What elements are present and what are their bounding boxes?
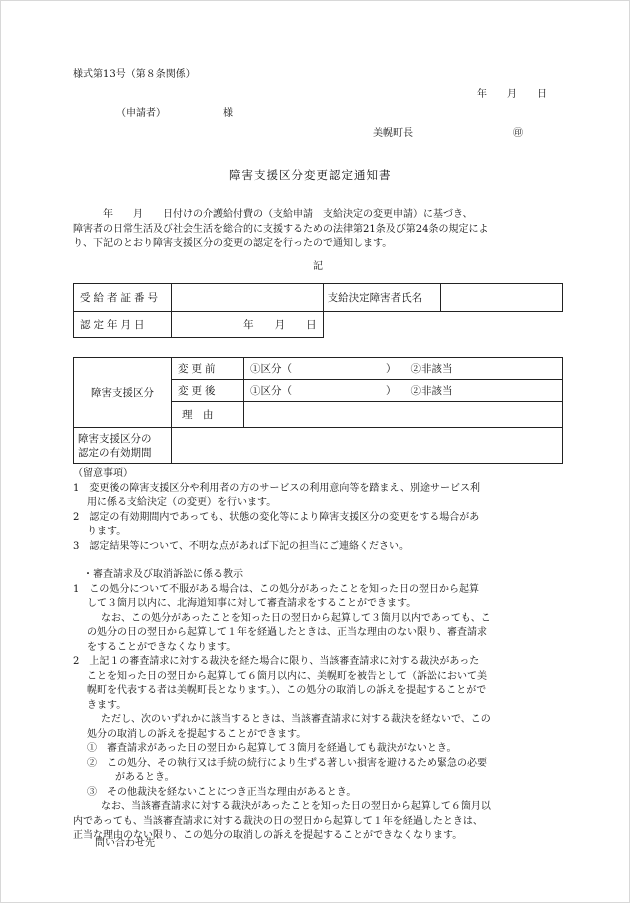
before-label: 変更前 <box>172 358 244 380</box>
appeal-line: をすることができなくなります。 <box>87 641 237 653</box>
appeal-line: して３箇月以内に、北海道知事に対して審査請求をすることができます。 <box>87 598 417 609</box>
form-number: 様式第13号（第８条関係） <box>73 69 196 80</box>
appeal-line: 2 上記１の審査請求に対する裁決を経た場合に限り、当該審査請求に対する裁決があった <box>73 656 480 667</box>
note-line: ります。 <box>87 526 127 537</box>
appeal-line: きます。 <box>87 699 127 711</box>
appeal-heading: ・審査請求及び取消訴訟に係る教示 <box>83 569 243 580</box>
validity-label <box>74 428 172 464</box>
option-na: ②非該当 <box>410 385 453 397</box>
validity-label-line: 障害支援区分の <box>78 432 152 445</box>
option-na: ②非該当 <box>410 363 453 375</box>
option-kubun: ①区分（ <box>250 363 292 375</box>
seal-mark: ㊞ <box>513 128 523 139</box>
appeal-line: ① 審査請求があった日の翌日から起算して３箇月を経過しても裁決がないとき。 <box>87 743 457 754</box>
appeal-line: の処分の日の翌日から起算して１年を経過したときは、正当な理由のない限り、審査請求 <box>87 627 487 638</box>
appeal-line: ただし、次のいずれかに該当するときは、当該審査請求に対する裁決を経ないで、この <box>101 714 491 725</box>
appeal-line: があるとき。 <box>115 772 175 783</box>
appeal-line: 1 この処分について不服がある場合は、この処分があったことを知った日の翌日から起算 <box>73 583 480 595</box>
note-line: 3 認定結果等について、不明な点があれば下記の担当にご連絡ください。 <box>73 540 409 552</box>
note-line: 用に係る支給決定（の変更）を行います。 <box>87 497 277 508</box>
appeal-line: 幌町を代表する者は美幌町長となります。）、この処分の取消しの訴えを提起することがで <box>87 685 487 696</box>
notes-section <box>73 467 573 554</box>
appeal-line: ② この処分、その執行又は手続の続行により生ずる著しい損害を避けるため緊急の必要 <box>87 757 487 769</box>
date-line: 年 月 日 <box>477 89 547 100</box>
recipient-table <box>73 283 563 338</box>
validity-label-line: 認定の有効期間 <box>78 446 152 459</box>
note-line: 1 変更後の障害支援区分や利用者の方のサービスの利用意向等を踏まえ、別途サービス利 <box>73 482 480 494</box>
mayor-label: 美幌町長 <box>373 128 413 139</box>
appeal-line: 正当な理由のない限り、この処分の取消しの訴えを提起することができなくなります。 <box>73 830 463 841</box>
appeal-section <box>73 568 573 844</box>
sama-label: 様 <box>223 108 233 119</box>
appeal-line: ことを知った日の翌日から起算して６箇月以内に、美幌町を被告として（訴訟において美 <box>87 670 487 682</box>
category-table <box>73 357 563 464</box>
page-title: 障害支援区分変更認定通知書 <box>229 168 392 182</box>
notes-heading: （留意事項） <box>73 468 133 479</box>
intro-line: 年 月 日付けの介護給付費の（支給申請 支給決定の変更申請）に基づき、 <box>73 209 473 220</box>
applicant-label: （申請者） <box>116 108 166 119</box>
note-line: 2 認定の有効期間内であっても、状態の変化等により障害支援区分の変更をする場合があ <box>73 511 480 523</box>
recipient-no-label: 受給者証番号 <box>74 284 172 312</box>
recipient-no-cells <box>171 284 323 312</box>
intro-paragraph <box>73 208 573 252</box>
after-label: 変更後 <box>172 380 244 402</box>
after-options <box>244 380 563 402</box>
appeal-line: 処分の取消しの訴えを提起することができます。 <box>87 728 307 740</box>
appeal-line: なお、当該審査請求に対する裁決があったことを知った日の翌日から起算して６箇月以 <box>101 801 491 812</box>
reason-label: 理 由 <box>172 402 244 428</box>
validity-value <box>172 428 563 464</box>
option-kubun: ①区分（ <box>250 385 292 397</box>
appeal-line: なお、この処分があったことを知った日の翌日から起算して３箇月以内であっても、こ <box>101 612 491 624</box>
category-label: 障害支援区分 <box>74 358 172 428</box>
decided-name-label: 支給決定障害者氏名 <box>323 284 441 312</box>
appeal-line: 内であっても、当該審査請求に対する裁決の日の翌日から起算して１年を経過したときは、 <box>73 815 483 827</box>
intro-line: り、下記のとおり障害支援区分の変更の認定を行ったので通知します。 <box>73 238 393 249</box>
before-options <box>244 358 563 380</box>
intro-line: 障害者の日常生活及び社会生活を総合的に支援するための法律第21条及び第24条の規定によ <box>73 223 489 235</box>
cert-date-value: 年 月 日 <box>171 312 323 338</box>
cert-date-label: 認定年月日 <box>74 312 172 338</box>
option-close: ） <box>386 363 397 375</box>
option-close: ） <box>386 385 397 397</box>
ki-label: 記 <box>313 261 323 272</box>
appeal-line: ③ その他裁決を経ないことにつき正当な理由があるとき。 <box>87 786 357 798</box>
reason-value <box>244 402 563 428</box>
decided-name-value <box>441 284 563 312</box>
contact-label: 問い合わせ先 <box>95 838 155 849</box>
